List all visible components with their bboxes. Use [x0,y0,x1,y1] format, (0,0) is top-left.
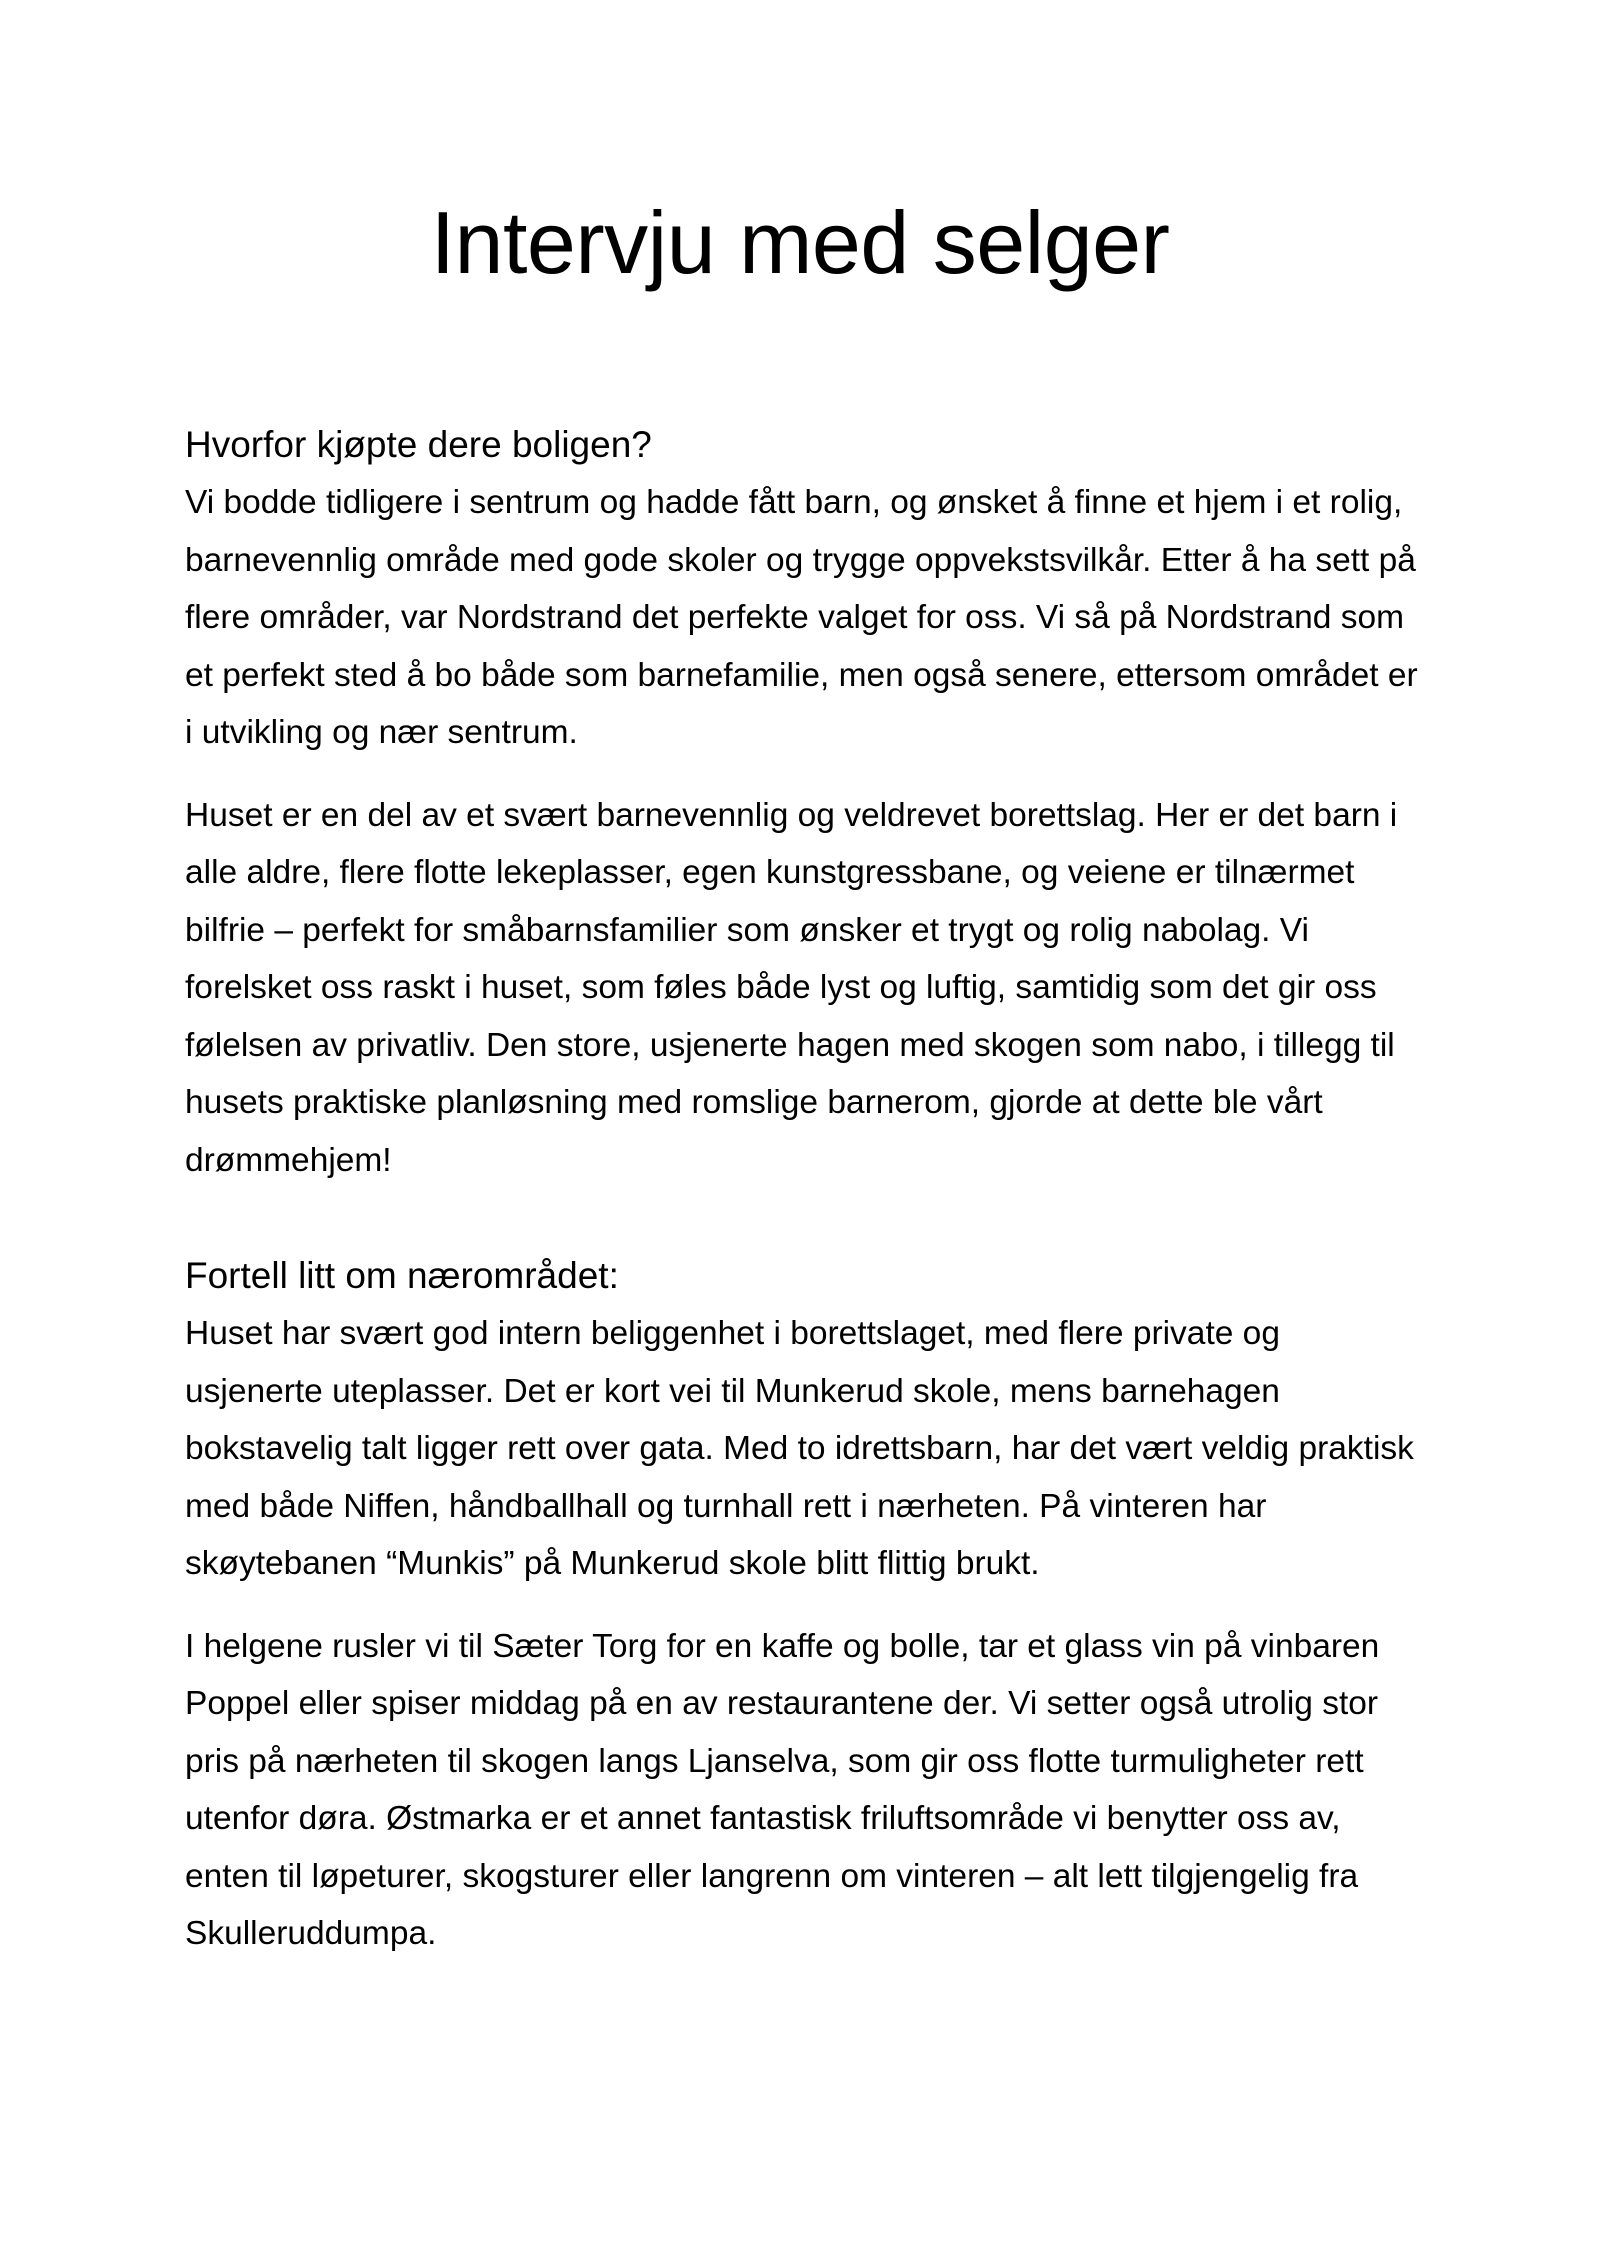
page-title: Intervju med selger [430,193,1170,292]
section-heading: Hvorfor kjøpte dere boligen? [185,424,652,465]
section-fortell-litt-om-naeromradet [185,1251,1425,1963]
paragraph: Huset har svært god intern beliggenhet i borettslaget, med flere private og usjenerte uteplasser. Det er kort vei til Munkerud skole, mens barnehagen bokstavelig talt ligger rett over gata. Med to idrettsbarn, har det vært veldig praktisk med både Niffen, håndballhall og turnhall rett i nærheten. På vinteren har skøytebanen “Munkis” på Munkerud skole blitt flittig brukt. [185,1315,1414,1582]
section-hvorfor-kjopte-dere-boligen [185,420,1425,1189]
paragraph: Vi bodde tidligere i sentrum og hadde fått barn, og ønsket å finne et hjem i et rolig, barnevennlig område med gode skoler og trygge oppvekstsvilkår. Etter å ha sett på flere områder, var Nordstrand det perfekte valget for oss. Vi så på Nordstrand som et perfekt sted å bo både som barnefamilie, men også senere, ettersom området er i utvikling og nær sentrum. [185,484,1418,751]
paragraph: Huset er en del av et svært barnevennlig og veldrevet borettslag. Her er det barn i alle aldre, flere flotte lekeplasser, egen kunstgressbane, og veiene er tilnærmet bilfrie – perfekt for småbarnsfamilier som ønsker et trygt og rolig nabolag. Vi forelsket oss raskt i huset, som føles både lyst og luftig, samtidig som det gir oss følelsen av privatliv. Den store, usjenerte hagen med skogen som nabo, i tillegg til husets praktiske planløsning med romslige barnerom, gjorde at dette ble vårt drømmehjem! [185,796,1398,1179]
paragraph: I helgene rusler vi til Sæter Torg for en kaffe og bolle, tar et glass vin på vinbaren Poppel eller spiser middag på en av restaurantene der. Vi setter også utrolig stor pris på nærheten til skogen langs Ljanselva, som gir oss flotte turmuligheter rett utenfor døra. Østmarka er et annet fantastisk friluftsområde vi benytter oss av, enten til løpeturer, skogsturer eller langrenn om vinteren – alt lett tilgjengelig fra Skulleruddumpa. [185,1627,1380,1952]
section-heading: Fortell litt om nærområdet: [185,1255,619,1296]
document-body [185,420,1425,1963]
